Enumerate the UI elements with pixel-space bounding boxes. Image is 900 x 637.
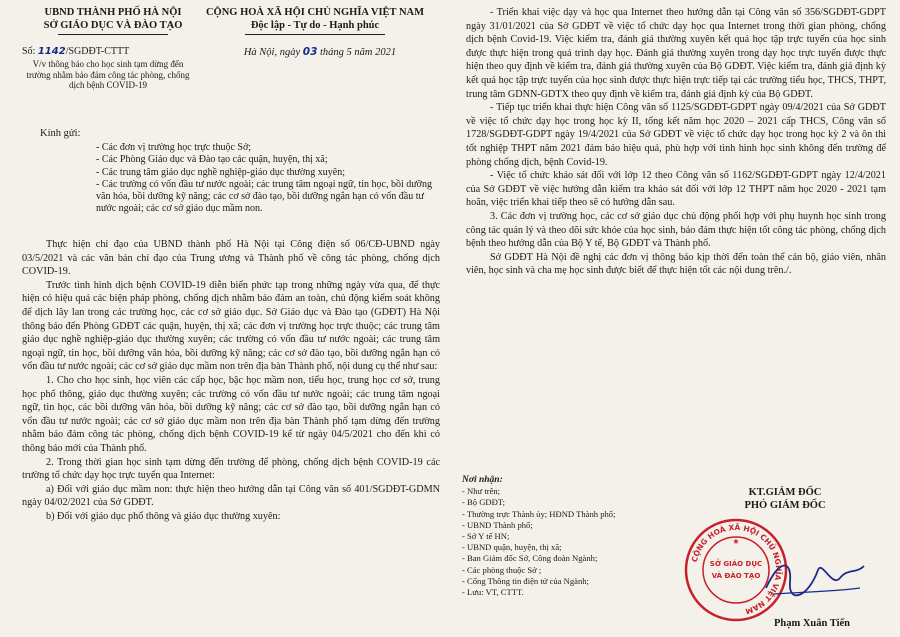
org-line-1: UBND THÀNH PHỐ HÀ NỘI [44, 7, 182, 18]
distribution-item: - Lưu: VT, CTTT. [462, 587, 524, 598]
org-line-2: SỞ GIÁO DỤC VÀ ĐÀO TẠO [43, 20, 183, 31]
org-underline [58, 34, 168, 35]
seal-inner-text-1: SỞ GIÁO DỤC [709, 560, 763, 568]
recipient-item: - Các trường có vốn đầu tư nước ngoài; các trung tâm ngoại ngữ, tin học, bồi dưỡng văn hóa, bồi dưỡng kỹ năng; các cơ sở đào tạo, bồi dưỡng ngắn hạn có vốn đầu tư nước ngoài; các cơ sở giáo dục mầm non. [96, 178, 432, 215]
seal-star-icon: ★ [732, 537, 740, 546]
body-paragraph: Sở GDĐT Hà Nội đề nghị các đơn vị thông báo kịp thời đến toàn thể cán bộ, giáo viên, nhân viên, học sinh và cha mẹ học sinh được biết để thực hiện tốt các nội dung trên./. [466, 251, 886, 277]
body-paragraph: - Việc tổ chức khảo sát đối với lớp 12 theo Công văn số 1162/SGDĐT-GDPT ngày 12/4/2021 của Sở GDĐT về việc hướng dẫn kiểm tra khảo sát đối với lớp 12 THPT năm học 2020 - 2021 tạm hoãn, việc triển khai tiếp theo sẽ có hướng dẫn sau. [466, 170, 886, 209]
distribution-item: - Các phòng thuộc Sở ; [462, 564, 542, 575]
body-left-column [22, 238, 440, 523]
body-paragraph: Trước tình hình dịch bệnh COVID-19 diễn biến phức tạp trong những ngày vừa qua, để thực hiện có hiệu quả các biện pháp phòng, chống dịch nhằm bảo đảm an toàn, chủ động kiểm soát không để dịch lây lan trong các trường học, các cơ sở giáo dục. Sở Giáo dục và Đào tạo (GDĐT) Hà Nội thông báo đến Phòng GDĐT các quận, huyện, thị xã; các đơn vị trường học trực thuộc; các trung tâm giáo dục nghề nghiệp-giáo dục thường xuyên; các trường có vốn đầu tư nước ngoài; các trung tâm ngoại ngữ, tin học, bồi dưỡng văn hóa, bồi dưỡng kỹ năng; các cơ sở đào tạo, bồi dưỡng ngắn hạn có vốn đầu tư nước ngoài; các cơ sở giáo dục mầm non trên địa bàn Thành phố, nội dung cụ thể như sau: [22, 279, 440, 373]
body-paragraph: 1. Cho cho học sinh, học viên các cấp học, bậc học mầm non, tiểu học, trung học cơ sở, trung học phổ thông, giáo dục thường xuyên; các trường có vốn đầu tư nước ngoài; các trung tâm ngoại ngữ, tin học, các bồi dưỡng văn hóa, bồi dưỡng kỹ năng; các cơ sở đào tạo, bồi dưỡng ngắn hạn có vốn đầu tư nước ngoài; các cơ sở giáo dục mầm non trên địa bàn Thành phố tạm dừng đến trường nhằm bảo đảm công tác phòng, chống dịch bệnh COVID-19 kể từ ngày 04/5/2021 cho đến khi có thông báo mới của Thành phố. [22, 374, 440, 454]
distribution-list [462, 475, 672, 598]
recipient-item: - Các đơn vị trường học trực thuộc Sở; [96, 142, 252, 153]
distribution-item: - UBND quận, huyện, thị xã; [462, 542, 562, 553]
distribution-item: - Bộ GDĐT; [462, 497, 505, 508]
body-paragraph: Thực hiện chỉ đạo của UBND thành phố Hà Nội tại Công điện số 06/CĐ-UBND ngày 03/5/2021 và các văn bản chỉ đạo của Trung ương và Thành phố về công tác phòng, chống dịch COVID-19. [22, 239, 440, 278]
recipient-list [96, 142, 436, 216]
signer-block [690, 486, 880, 512]
seal-outer-text: CỘNG HOÀ XÃ HỘI CHỦ NGHĨA VIỆT NAM [689, 522, 784, 616]
recipient-item: - Các Phòng Giáo dục và Đào tạo các quận, huyện, thị xã; [96, 154, 328, 166]
body-paragraph: - Triển khai việc dạy và học qua Internet theo hướng dẫn tại Công văn số 356/SGDĐT-GDPT ngày 31/01/2021 của Sở GDĐT về việc tổ chức dạy học qua Internet trong thời gian phòng, chống dịch bệnh Covid-19. Việc kiểm tra, đánh giá thường xuyên kết quả học tập trực tuyến của học sinh được thực hiện trong quá trình dạy học. Đánh giá thường xuyên trong dạy học trực tuyến được thực hiện theo quy định về kiểm tra, đánh giá thường xuyên của Bộ GDĐT. Việc kiểm tra, đánh giá định kỳ kết quả học tập trực tuyến của học sinh được thực hiện trực tiếp tại các trường tiểu học, THCS, THPT, trung tâm GDNN-GDTX theo quy định về kiểm tra, đánh giá định kỳ của Bộ GDĐT. [466, 7, 886, 100]
handwritten-signature [760, 548, 870, 608]
date-prefix: Hà Nội, ngày [243, 47, 301, 58]
issuing-org-header [18, 6, 208, 35]
body-paragraph: - Tiếp tục triển khai thực hiện Công văn số 1125/SGDĐT-GDPT ngày 09/4/2021 của Sở GDĐT về việc tổ chức dạy học trong học kỳ II, tổng kết năm học 2020 – 2021 cấp THCS, Công văn số 1728/SGDĐT-GDPT ngày 19/4/2021 của Sở GDĐT về việc tổ chức dạy học trong học kỳ 2 và ôn thi tốt nghiệp THPT năm 2021 đảm bảo hiệu quả, phù hợp với tình hình học sinh không đến trường để phòng chống dịch, bệnh Covid-19. [466, 102, 886, 168]
date-suffix: tháng 5 năm 2021 [320, 47, 397, 58]
national-header [200, 6, 430, 35]
body-paragraph: b) Đối với giáo dục phổ thông và giáo dục thường xuyên: [46, 510, 281, 522]
body-right-column [466, 6, 886, 278]
document-date [208, 46, 432, 58]
distribution-item: - UBND Thành phố; [462, 519, 533, 530]
body-paragraph: 2. Trong thời gian học sinh tạm dừng đến trường để phòng, chống dịch bệnh COVID-19 các trường tổ chức dạy học trực tuyến qua Internet: [22, 456, 440, 482]
distribution-label: Nơi nhận: [462, 475, 503, 485]
document-subject: V/v thông báo cho học sinh tạm dừng đến trường nhằm bảo đảm công tác phòng, chống dịch bệnh COVID-19 [26, 59, 190, 90]
addressee-label: Kính gửi: [40, 128, 81, 139]
nation-title: CỘNG HOÀ XÃ HỘI CHỦ NGHĨA VIỆT NAM [205, 7, 425, 18]
recipient-item: - Các trung tâm giáo dục nghề nghiệp-giáo dục thường xuyên; [96, 166, 345, 178]
doc-number-handwritten: 1142 [37, 46, 66, 57]
distribution-item: - Cổng Thông tin điện tử của Ngành; [462, 575, 589, 586]
motto: Độc lập - Tự do - Hạnh phúc [250, 20, 380, 31]
body-paragraph: a) Đối với giáo dục mầm non: thực hiện theo hướng dẫn tại Công văn số 401/SGDĐT-GDMN ngày 04/02/2021 của Sở GDĐT. [22, 483, 440, 509]
doc-number-prefix: Số: [22, 46, 36, 57]
signer-title-1: KT.GIÁM ĐỐC [748, 487, 822, 498]
signer-title-2: PHÓ GIÁM ĐỐC [744, 500, 826, 511]
seal-inner-text-2: VÀ ĐÀO TẠO [711, 572, 761, 580]
date-day-handwritten: 03 [302, 46, 318, 58]
distribution-item: - Ban Giám đốc Sở, Công đoàn Ngành; [462, 553, 598, 564]
motto-underline [245, 34, 385, 35]
signer-name: Phạm Xuân Tiến [773, 618, 851, 629]
distribution-item: - Thường trực Thành ủy; HĐND Thành phố; [462, 508, 616, 519]
doc-number-suffix: /SGDĐT-CTTT [65, 46, 130, 57]
document-number [22, 46, 129, 57]
body-paragraph: 3. Các đơn vị trường học, các cơ sở giáo dục chủ động phối hợp với phụ huynh học sinh trong công tác quản lý và theo dõi sức khỏe của học sinh, bảo đảm thực hiện tốt công tác phòng, chống dịch bệnh theo hướng dẫn của Bộ Y tế, Bộ GDĐT và Thành phố. [466, 210, 886, 250]
distribution-item: - Như trên; [462, 486, 501, 497]
distribution-item: - Sở Y tế HN; [462, 531, 510, 542]
